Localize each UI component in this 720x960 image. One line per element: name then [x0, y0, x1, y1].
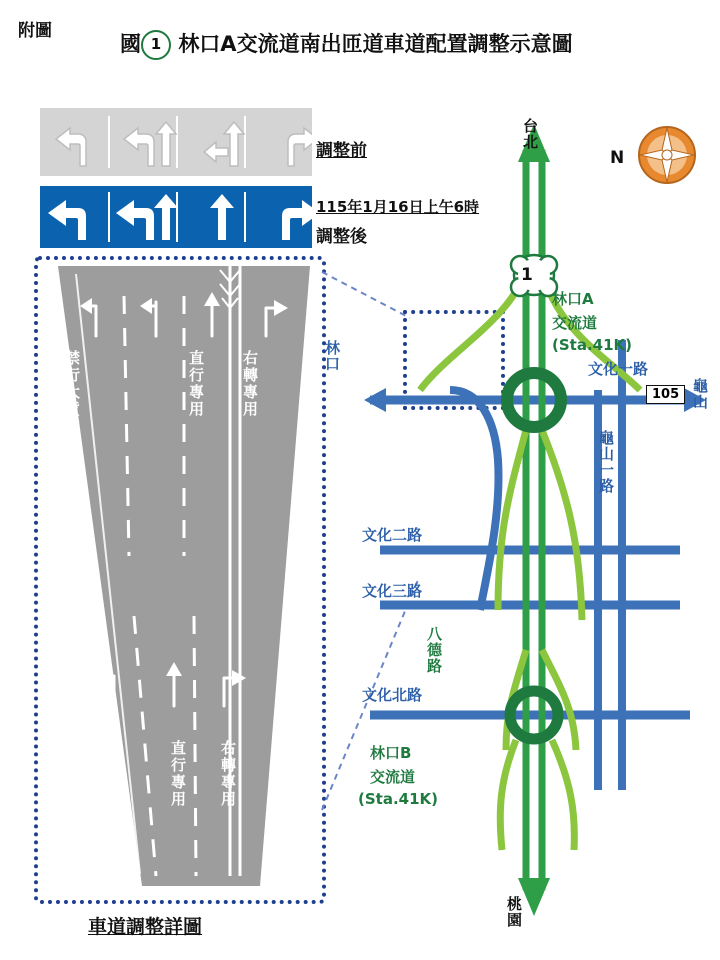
arrow-west [364, 388, 386, 412]
after-config-bar [40, 186, 312, 248]
compass-north-label: N [610, 148, 625, 168]
title-rest: 林口A交流道南出匝道車道配置調整示意圖 [178, 32, 573, 56]
lane-text-straight-only-upper: 直行專用 [187, 350, 205, 418]
route-badge-105: 105 [646, 385, 685, 404]
map-label-interchange-a-2: 交流道 [552, 314, 598, 332]
map-label-interchange-a-1: 林口A [552, 290, 594, 308]
freeway-shield-icon [511, 255, 557, 296]
lane-text-straight-only-lower: 直行專用 [169, 740, 187, 808]
detail-caption: 車道調整詳圖 [88, 916, 203, 938]
after-label: 調整後 [316, 227, 367, 247]
map-label-wenhua-3: 文化三路 [362, 582, 423, 600]
map-label-interchange-b-1: 林口B [370, 744, 412, 762]
map-label-wenhua-north: 文化北路 [362, 686, 423, 704]
map-label-wenhua-1: 文化一路 [588, 360, 649, 378]
map-label-guishan-1: 龜山一路 [597, 430, 615, 494]
after-effective-date: 115年1月16日上午6時 [316, 198, 480, 216]
freeway-shield-number: 1 [521, 265, 533, 285]
before-arrows-icon [40, 108, 312, 176]
title-prefix: 國 [120, 32, 141, 56]
map-label-bade: 八德路 [425, 626, 443, 674]
attachment-label: 附圖 [18, 21, 52, 41]
lane-text-right-only-upper: 右轉專用 [241, 350, 259, 418]
page-title [120, 28, 573, 60]
map-label-linkou: 林口 [323, 340, 341, 372]
map-label-taipei: 台北 [521, 118, 539, 150]
map-label-guishan: 龜山 [691, 378, 709, 410]
lane-text-right-only-lower: 右轉專用 [219, 740, 237, 808]
compass-rose-icon [636, 124, 698, 190]
map-label-interchange-b-3: (Sta.41K) [358, 790, 439, 808]
highway-badge-icon: 1 [141, 30, 171, 60]
before-label: 調整前 [316, 141, 367, 161]
before-config-bar [40, 108, 312, 176]
map-label-interchange-b-2: 交流道 [370, 768, 416, 786]
lane-text-no-heavy-trucks: 禁行大貨車 [63, 350, 81, 435]
after-arrows-icon [40, 186, 312, 248]
map-label-wenhua-2: 文化二路 [362, 526, 423, 544]
map-label-taoyuan: 桃園 [505, 896, 523, 928]
map-label-interchange-a-3: (Sta.41K) [552, 336, 633, 354]
